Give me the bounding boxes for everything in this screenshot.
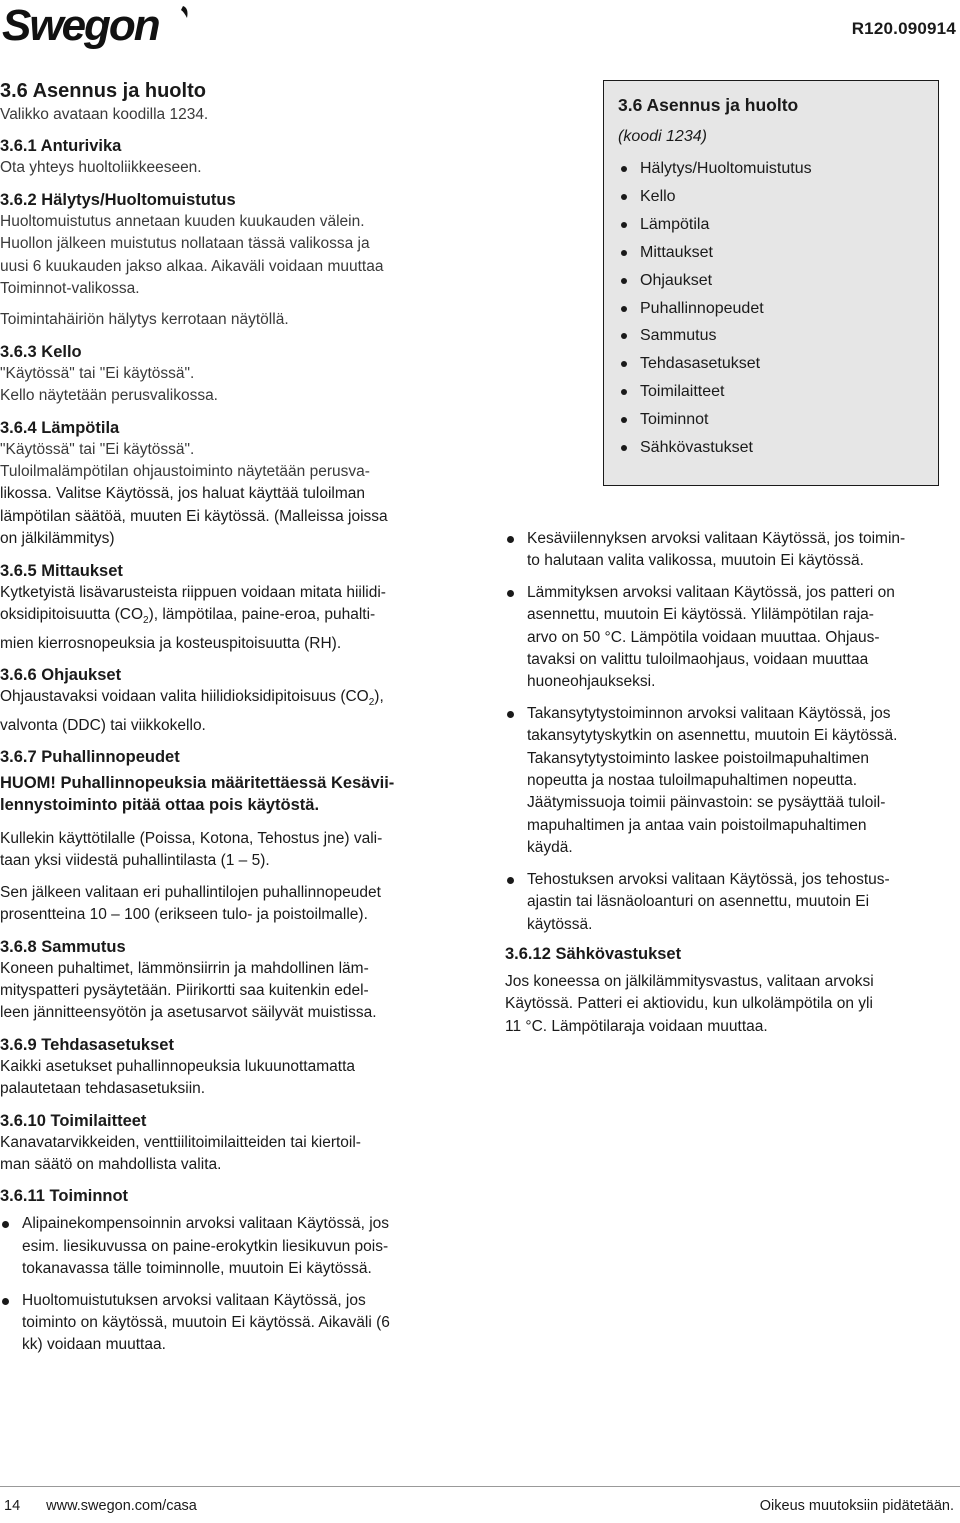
heading-3-6-1: 3.6.1 Anturivika [0, 137, 122, 156]
heading-3-6-10: 3.6.10 Toimilaitteet [0, 1111, 147, 1130]
text-line: Toiminnot-valikossa. [0, 280, 140, 298]
text-line: Kytketyistä lisävarusteista riippuen voidaan mitata hiilidi- [0, 583, 386, 601]
text-line: man säätö on mahdollista valita. [0, 1155, 222, 1173]
text-line: Huollon jälkeen muistutus nollataan tässä valikossa ja [0, 235, 370, 253]
list-item: Puhallinnopeudet [618, 295, 924, 323]
text-line: Toimintahäiriön hälytys kerrotaan näytöllä. [0, 311, 289, 329]
list-item: Lämpötila [618, 211, 924, 239]
heading-3-6-11: 3.6.11 Toiminnot [0, 1187, 129, 1206]
text-line: uusi 6 kuukauden jakso alkaa. Aikaväli voidaan muuttaa [0, 257, 384, 275]
page-number: 14 [4, 1498, 21, 1514]
text-line: lämpötilan säätöä, muuten Ei käytössä. (Malleissa joissa [0, 507, 388, 525]
text-line: mien kierrosnopeuksia ja kosteuspitoisuutta (RH). [0, 634, 342, 652]
list-item: Ohjaukset [618, 267, 924, 295]
list-item: Tehdasasetukset [618, 350, 924, 378]
text-line: Koneen puhaltimet, lämmönsiirrin ja mahdollinen läm- [0, 959, 369, 977]
svg-text:Swegon: Swegon [2, 1, 159, 50]
heading-3-6-12: 3.6.12 Sähkövastukset [505, 944, 682, 963]
list-item: Mittaukset [618, 239, 924, 267]
heading-3-6-8: 3.6.8 Sammutus [0, 937, 126, 956]
list-item: Tehostuksen arvoksi valitaan Käytössä, jos tehostus- ajastin tai läsnäoloanturi on asennettu, muutoin Ei käytössä. [505, 869, 960, 936]
functions-list [0, 1213, 462, 1356]
heading-3-6-9: 3.6.9 Tehdasasetukset [0, 1035, 174, 1054]
list-item: Kesäviilennyksen arvoksi valitaan Käytössä, jos toimin- to halutaan valita valikossa, muutoin Ei käytössä. [505, 528, 960, 573]
intro-text: Valikko avataan koodilla 1234. [0, 106, 209, 123]
heading-3-6-7: 3.6.7 Puhallinnopeudet [0, 747, 180, 766]
list-item: Huoltomuistutuksen arvoksi valitaan Käytössä, jos toiminto on käytössä, muutoin Ei käytössä. Aikaväli (6 kk) voidaan muuttaa. [0, 1290, 462, 1357]
text-line: Ohjaustavaksi voidaan valita hiilidioksidipitoisuus $(CO_2)$, [0, 688, 384, 709]
text-line: Kello näytetään perusvalikossa. [0, 387, 218, 405]
text-line: palautetaan tehdasasetuksiin. [0, 1080, 206, 1098]
box-title: 3.6 Asennus ja huolto [618, 95, 799, 115]
right-column [505, 528, 960, 1038]
document-reference: R120.090914 [851, 19, 956, 38]
section-title-3-6: 3.6 Asennus ja huolto [0, 80, 206, 102]
text-line: prosentteina 10 – 100 (erikseen tulo- ja poistoilmalle). [0, 906, 368, 924]
text-line: Käytössä. Patteri ei aktiovidu, kun ulkolämpötila on yli [505, 995, 873, 1013]
text-line: Kaikki asetukset puhallinnopeuksia lukuunottamatta [0, 1057, 356, 1075]
list-item: Hälytys/Huoltomuistutus [618, 155, 924, 183]
footer-divider [0, 1486, 960, 1487]
list-item: Alipainekompensoinnin arvoksi valitaan Käytössä, jos esim. liesikuvussa on paine-erokytkin liesikuvun pois- tokanavassa tälle toiminnolle, muutoin Ei käytössä. [0, 1213, 462, 1280]
text-line: Sen jälkeen valitaan eri puhallintilojen puhallinnopeudet [0, 883, 381, 901]
footer-rights: Oikeus muutoksiin pidätetään. [759, 1498, 954, 1514]
text-line: taan yksi viidestä puhallintilasta (1 – 5). [0, 852, 270, 870]
menu-summary-box [603, 80, 939, 486]
text-line: "Käytössä" tai "Ei käytössä". [0, 364, 195, 382]
box-subtitle: (koodi 1234) [618, 128, 707, 145]
left-column [0, 78, 462, 1366]
list-item: Takansytytystoiminnon arvoksi valitaan Käytössä, jos takansytytyskytkin on asennettu, muutoin Ei käytössä. Takansytytystoiminto laskee poistoilmapuhaltimen nopeutta ja nostaa tuloilmapuhaltimen nopeutta. Jäätymissuoja toimii päinvastoin: se pysäyttää tuloil- mapuhaltimen ja antaa vain poistoilmapuhaltimen käydä. [505, 703, 960, 860]
list-item: Toiminnot [618, 406, 924, 434]
text-3-6-1: Ota yhteys huoltoliikkeeseen. [0, 159, 202, 177]
settings-list [505, 528, 960, 936]
heading-3-6-5: 3.6.5 Mittaukset [0, 561, 123, 580]
text-line: "Käytössä" tai "Ei käytössä". [0, 440, 195, 458]
text-line: mityspatteri pysäytetään. Piirikortti saa kuitenkin edel- [0, 981, 369, 999]
text-line: oksidipitoisuutta $(CO_2)$, lämpötilaa, paine-eroa, puhalti- [0, 606, 376, 627]
footer-url[interactable]: www.swegon.com/casa [46, 1498, 197, 1514]
warning-line: lennystoiminto pitää ottaa pois käytöstä. [0, 795, 320, 814]
heading-3-6-2: 3.6.2 Hälytys/Huoltomuistutus [0, 190, 236, 209]
menu-items-list [618, 155, 924, 462]
text-line: Tuloilmalämpötilan ohjaustoiminto näytetään perusva- [0, 463, 370, 481]
list-item: Sähkövastukset [618, 434, 924, 462]
heading-3-6-6: 3.6.6 Ohjaukset [0, 666, 122, 684]
text-line: Kullekin käyttötilalle (Poissa, Kotona, Tehostus jne) vali- [0, 829, 383, 847]
text-line: 11 °C. Lämpötilaraja voidaan muuttaa. [505, 1017, 768, 1035]
list-item: Kello [618, 183, 924, 211]
text-line: likossa. Valitse Käytössä, jos haluat käyttää tuloilman [0, 485, 366, 503]
list-item: Lämmityksen arvoksi valitaan Käytössä, jos patteri on asennettu, muutoin Ei käytössä. Ylilämpötilan raja- arvo on 50 °C. Lämpötila voidaan muuttaa. Ohjaus- tavaksi on valittu tuloilmaohjaus, voidaan muuttaa huoneohjaukseksi. [505, 582, 960, 694]
footer-left [4, 1498, 223, 1514]
text-line: on jälkilämmitys) [0, 530, 115, 548]
heading-3-6-3: 3.6.3 Kello [0, 342, 82, 361]
text-line: Jos koneessa on jälkilämmitysvastus, valitaan arvoksi [505, 972, 874, 990]
text-line: valvonta (DDC) tai viikkokello. [0, 716, 206, 734]
text-line: Huoltomuistutus annetaan kuuden kuukauden välein. [0, 212, 365, 230]
text-line: leen jännitteensyötön ja asetusarvot säilyvät muistissa. [0, 1004, 377, 1022]
logo-leaf-icon [181, 6, 188, 18]
heading-3-6-4: 3.6.4 Lämpötila [0, 418, 120, 437]
text-line: Kanavatarvikkeiden, venttiilitoimilaitteiden tai kiertoil- [0, 1133, 361, 1151]
swegon-logo [0, 0, 200, 52]
list-item: Sammutus [618, 322, 924, 350]
warning-line: HUOM! Puhallinnopeuksia määritettäessä Kesävii- [0, 773, 395, 792]
list-item: Toimilaitteet [618, 378, 924, 406]
